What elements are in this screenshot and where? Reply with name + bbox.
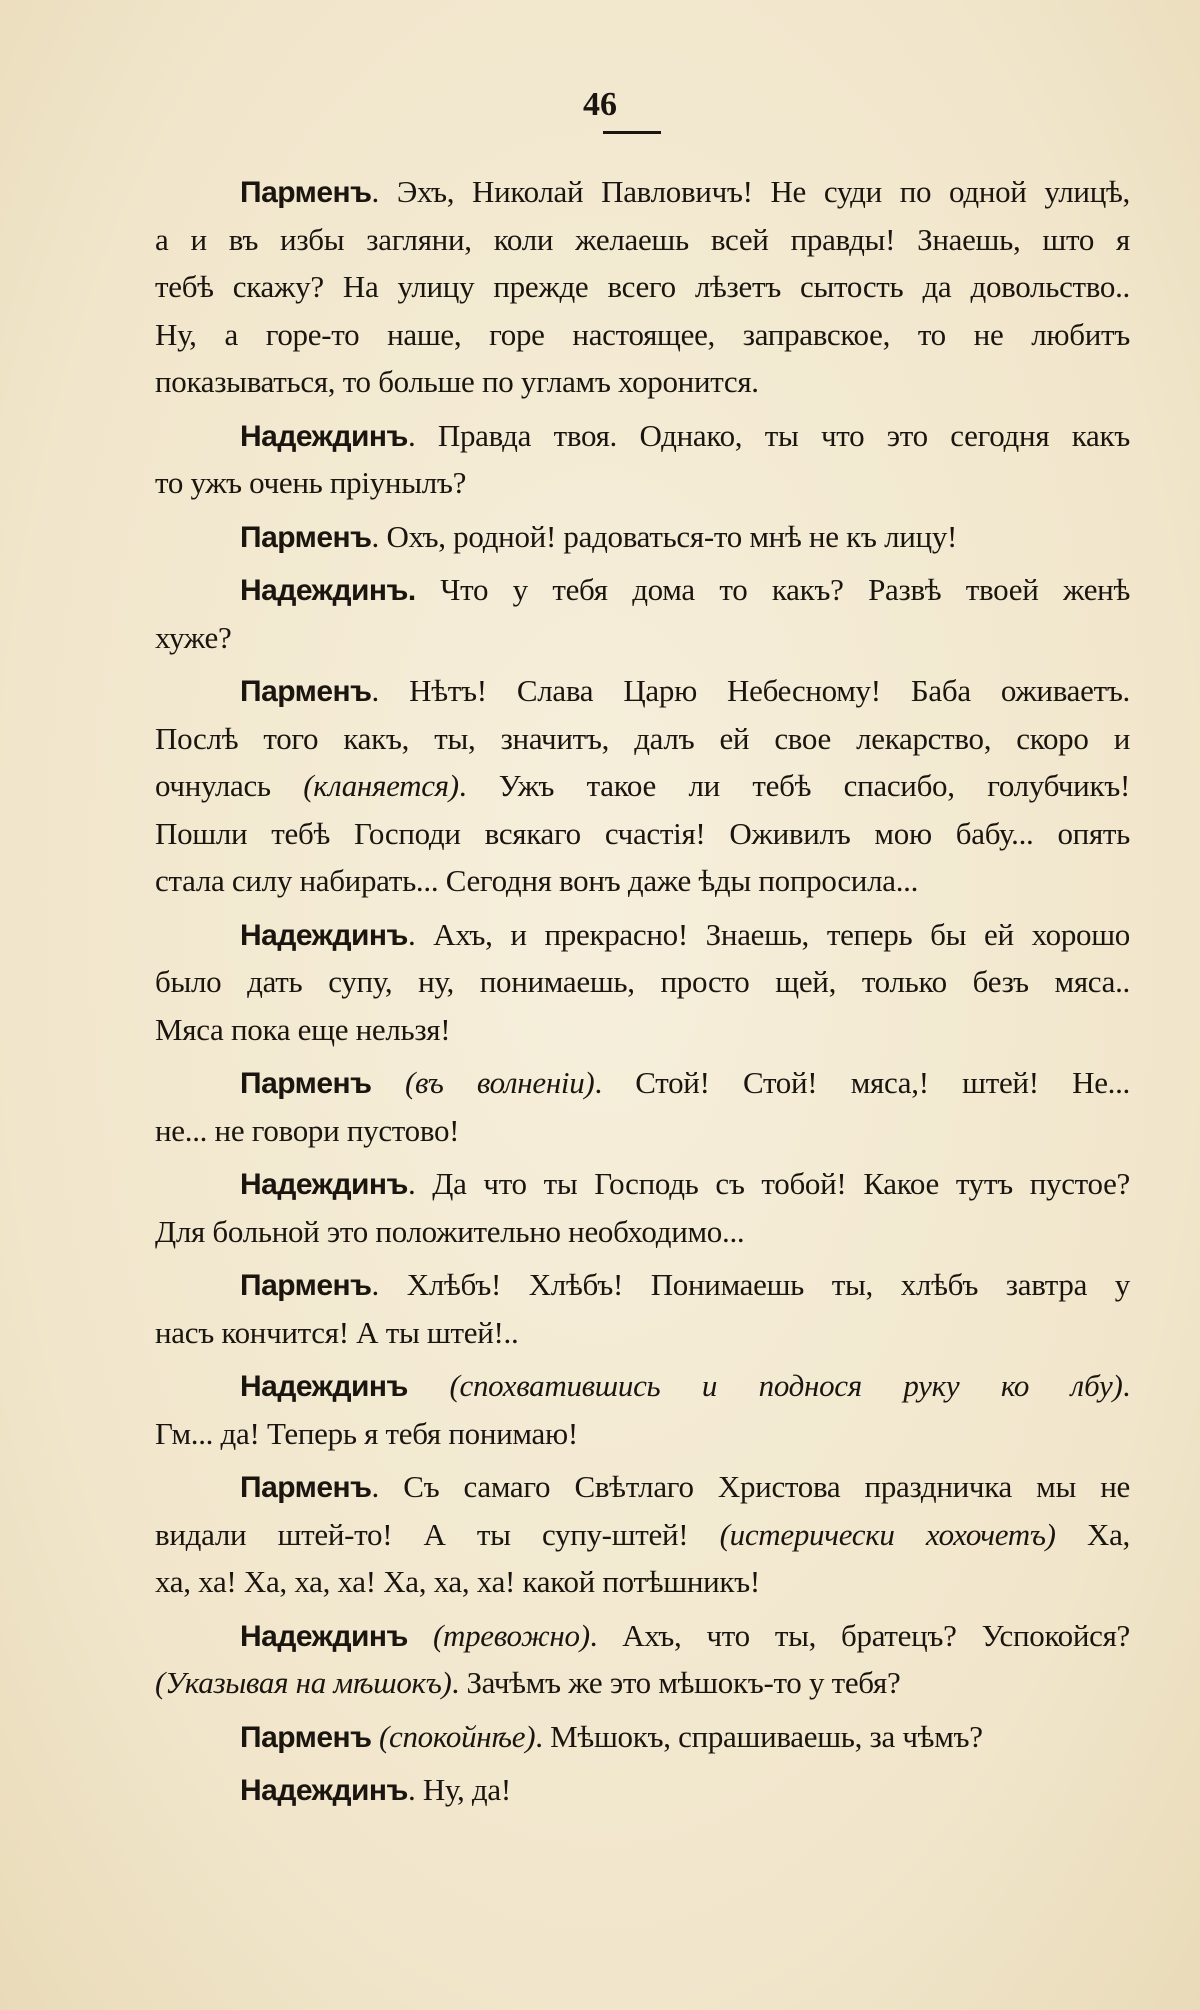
speaker-name: Парменъ [240, 520, 372, 554]
text-line [155, 216, 1130, 264]
dialogue-text: . Съ самаго Свѣтлаго Христова праздничка мы не [371, 1469, 1130, 1504]
dialogue-text: . Ахъ, что ты, братецъ? Успокойся? [589, 1617, 1130, 1653]
text-line [155, 1006, 1130, 1054]
text-line [155, 1558, 1130, 1606]
dialogue-text [408, 1618, 433, 1653]
stage-direction: (спохватившись и поднося руку ко лбу) [449, 1368, 1123, 1403]
speaker-name: Парменъ [240, 1067, 372, 1100]
dialogue-text: . Да что ты Господь съ тобой! Какое тутъ пустое? [407, 1166, 1130, 1201]
text-line [155, 958, 1130, 1006]
dialogue-paragraph [155, 1766, 1130, 1814]
stage-direction: (тревожно) [432, 1617, 590, 1653]
text-line [155, 762, 1130, 810]
dialogue-text: то ужъ очень прiунылъ? [155, 465, 467, 500]
dialogue-text: Ну, а горе-то наше, горе настоящее, заправское, то не любитъ [155, 316, 1130, 352]
text-line [155, 1362, 1130, 1410]
text-line [155, 168, 1130, 216]
speaker-name: Надеждинъ [240, 1619, 408, 1653]
dialogue-text: Пошли тебѣ Господи всякаго счастiя! Оживилъ мою бабу... опять [155, 815, 1130, 851]
dialogue-text: . Ну, да! [407, 1772, 511, 1807]
dialogue-text: тебѣ скажу? На улицу прежде всего лѣзетъ сытость да довольство.. [155, 269, 1130, 304]
stage-direction: (кланяется) [303, 768, 459, 803]
text-line [155, 1261, 1130, 1309]
dialogue-text: показываться, то больше по угламъ хоронится. [155, 364, 759, 399]
dialogue-text: . [1122, 1368, 1130, 1403]
dialogue-text: было дать супу, ну, понимаешь, просто щей, только безъ мяса.. [155, 964, 1130, 999]
page-number-rule [603, 131, 661, 134]
text-line [155, 358, 1130, 406]
stage-direction: (спокойнѣе) [379, 1718, 536, 1754]
text-line [155, 810, 1130, 858]
dialogue-text: стала силу набирать... Сегодня вонъ даже ѣды попросила... [155, 863, 919, 898]
speaker-name: Надеждинъ [240, 1370, 408, 1403]
dialogue-text [372, 1719, 379, 1754]
dialogue-paragraph [155, 1713, 1130, 1761]
text-line [155, 667, 1130, 715]
dialogue-text: Гм... да! Теперь я тебя понимаю! [155, 1415, 578, 1451]
dialogue-text: очнулась [155, 768, 304, 803]
dialogue-text: . Мѣшокъ, спрашиваешь, за чѣмъ? [535, 1718, 983, 1754]
dialogue-paragraph [155, 1261, 1130, 1356]
play-text [155, 168, 1130, 1820]
text-line [155, 1160, 1130, 1208]
dialogue-text: Ха, [1055, 1516, 1130, 1552]
dialogue-text: . Хлѣбъ! Хлѣбъ! Понимаешь ты, хлѣбъ завтра у [371, 1267, 1130, 1302]
stage-direction: (въ волненiи) [404, 1065, 595, 1100]
speaker-name: Парменъ [240, 1720, 372, 1754]
dialogue-paragraph [155, 1612, 1130, 1707]
text-line [155, 513, 1130, 561]
dialogue-paragraph [155, 1463, 1130, 1606]
dialogue-paragraph [155, 513, 1130, 561]
text-line [155, 857, 1130, 905]
dialogue-paragraph [155, 412, 1130, 507]
dialogue-paragraph [155, 1160, 1130, 1255]
text-line [155, 911, 1130, 959]
text-line [155, 1463, 1130, 1511]
text-line [155, 1511, 1130, 1559]
dialogue-text: . Зачѣмъ же это мѣшокъ-то у тебя? [451, 1665, 901, 1700]
text-line [155, 1107, 1130, 1155]
dialogue-paragraph [155, 667, 1130, 905]
dialogue-text: . Эхъ, Николай Павловичъ! Не суди по одной улицѣ, [371, 174, 1130, 209]
speaker-name: Надеждинъ [240, 419, 408, 453]
dialogue-text: а и въ избы загляни, коли желаешь всей правды! Знаешь, што я [155, 221, 1130, 257]
dialogue-text: видали штей-то! А ты супу-штей! [155, 1516, 720, 1552]
dialogue-text: Что у тебя дома то какъ? Развѣ твоей женѣ [415, 572, 1130, 607]
dialogue-text: . Ахъ, и прекрасно! Знаешь, теперь бы ей хорошо [407, 916, 1130, 952]
text-line [155, 263, 1130, 311]
dialogue-text: Мяса пока еще нельзя! [155, 1011, 451, 1047]
text-line [155, 1410, 1130, 1458]
dialogue-text [372, 1065, 405, 1100]
speaker-name: Парменъ [240, 1471, 372, 1504]
text-line [155, 1713, 1130, 1761]
speaker-name: Надеждинъ [240, 1774, 408, 1807]
stage-direction: (Указывая на мѣшокъ) [155, 1665, 452, 1700]
speaker-name: Парменъ [240, 675, 372, 708]
speaker-name: Парменъ [240, 1269, 372, 1302]
dialogue-paragraph [155, 1059, 1130, 1154]
speaker-name: Надеждинъ. [240, 574, 416, 607]
dialogue-paragraph [155, 168, 1130, 406]
text-line [155, 1059, 1130, 1107]
dialogue-text: Для больной это положительно необходимо... [155, 1213, 745, 1249]
dialogue-paragraph [155, 911, 1130, 1054]
text-line [155, 459, 1130, 507]
dialogue-text: . Охъ, родной! радоваться-то мнѣ не къ лицу! [371, 518, 958, 554]
dialogue-paragraph [155, 566, 1130, 661]
speaker-name: Надеждинъ [240, 1168, 408, 1201]
speaker-name: Парменъ [240, 176, 372, 209]
text-line [155, 715, 1130, 763]
dialogue-text: ха, ха! Ха, ха, ха! Ха, ха, ха! какой потѣшникъ! [155, 1564, 760, 1599]
dialogue-text [408, 1368, 450, 1403]
dialogue-text: не... не говори пустово! [155, 1112, 460, 1148]
dialogue-text: . Ужъ такое ли тебѣ спасибо, голубчикъ! [458, 768, 1130, 803]
page-number: 46 [583, 86, 617, 123]
dialogue-text: . Стой! Стой! мяса,! штей! Не... [594, 1065, 1130, 1100]
stage-direction: (истерически хохочетъ) [719, 1516, 1056, 1552]
text-line [155, 1612, 1130, 1660]
dialogue-paragraph [155, 1362, 1130, 1457]
text-line [155, 412, 1130, 460]
dialogue-text: хуже? [155, 619, 232, 655]
text-line [155, 311, 1130, 359]
dialogue-text: . Нѣтъ! Слава Царю Небесному! Баба оживаетъ. [371, 673, 1130, 708]
dialogue-text: . Правда твоя. Однако, ты что это сегодня какъ [407, 417, 1130, 453]
text-line [155, 1766, 1130, 1814]
dialogue-text: Послѣ того какъ, ты, значитъ, далъ ей свое лекарство, скоро и [155, 720, 1130, 756]
text-line [155, 566, 1130, 614]
text-line [155, 1659, 1130, 1707]
text-line [155, 1309, 1130, 1357]
dialogue-text: насъ кончится! А ты штей!.. [155, 1314, 519, 1350]
speaker-name: Надеждинъ [240, 918, 408, 952]
text-line [155, 614, 1130, 662]
text-line [155, 1208, 1130, 1256]
